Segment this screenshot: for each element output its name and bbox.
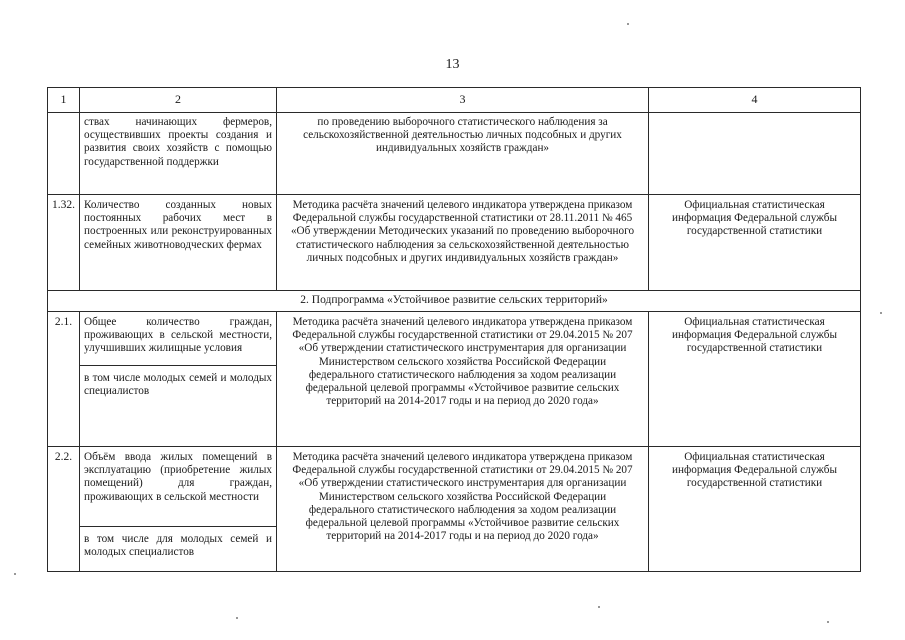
source-cell [649, 113, 861, 195]
table-header-row [48, 88, 861, 113]
method-cell: по проведению выборочного статистического наблюдения за сельскохозяйственной деятельностью личных подсобных и других индивидуальных хозяйств граждан» [277, 113, 649, 195]
table-row [48, 113, 861, 195]
source-cell: Официальная статистическая информация Федеральной службы государственной статистики [649, 195, 861, 291]
indicator-cell: ствах начинающих фермеров, осуществивших проекты создания и развития своих хозяйств с помощью государственной поддержки [80, 113, 277, 195]
method-cell: Методика расчёта значений целевого индикатора утверждена приказом Федеральной службы государственной статистики от 29.04.2015 № 207 «Об утверждении статистического инструментария для организации Министерством сельского хозяйства Российской Федерации федерального статистического наблюдения за ходом реализации федеральной целевой программы «Устойчивое развитие сельских территорий на 2014-2017 годы и на период до 2020 года» [277, 312, 649, 447]
indicator-sub: в том числе молодых семей и молодых специалистов [80, 365, 276, 398]
table-row [48, 195, 861, 291]
scan-speck [627, 23, 629, 25]
indicator-main: Общее количество граждан, проживающих в сельской местности, улучшивших жилищные условия [84, 316, 272, 355]
method-cell: Методика расчёта значений целевого индикатора утверждена приказом Федеральной службы государственной статистики от 29.04.2015 № 207 «Об утверждении статистического инструментария для организации Министерством сельского хозяйства Российской Федерации федерального статистического наблюдения за ходом реализации федеральной целевой программы «Устойчивое развитие сельских территорий на 2014-2017 годы и на период до 2020 года» [277, 447, 649, 572]
header-col-3: 3 [277, 88, 649, 113]
source-cell: Официальная статистическая информация Федеральной службы государственной статистики [649, 312, 861, 447]
scan-speck [14, 573, 16, 575]
header-col-2: 2 [80, 88, 277, 113]
page-number: 13 [445, 57, 460, 72]
header-col-1: 1 [48, 88, 80, 113]
scan-speck [827, 621, 829, 623]
indicator-cell [80, 312, 277, 447]
row-number [48, 113, 80, 195]
indicator-main: Объём ввода жилых помещений в эксплуатацию (приобретение жилых помещений) для граждан, проживающих в сельской местности [84, 451, 272, 503]
indicator-sub: в том числе для молодых семей и молодых специалистов [80, 526, 276, 559]
section-title: 2. Подпрограмма «Устойчивое развитие сельских территорий» [48, 291, 861, 312]
method-cell: Методика расчёта значений целевого индикатора утверждена приказом Федеральной службы государственной статистики от 28.11.2011 № 465 «Об утверждении Методических указаний по проведению выборочного статистического наблюдения за сельскохозяйственной деятельностью личных подсобных и других индивидуальных хозяйств граждан» [277, 195, 649, 291]
table-row [48, 312, 861, 447]
source-cell: Официальная статистическая информация Федеральной службы государственной статистики [649, 447, 861, 572]
indicators-table [47, 87, 861, 572]
indicator-cell: Количество созданных новых постоянных рабочих мест в построенных или реконструированных семейных животноводческих фермах [80, 195, 277, 291]
row-number: 1.32. [48, 195, 80, 291]
scan-speck [598, 606, 600, 608]
section-row [48, 291, 861, 312]
table-row [48, 447, 861, 572]
indicator-cell [80, 447, 277, 572]
scan-speck [236, 617, 238, 619]
row-number: 2.1. [48, 312, 80, 447]
scan-speck [880, 312, 882, 314]
header-col-4: 4 [649, 88, 861, 113]
row-number: 2.2. [48, 447, 80, 572]
